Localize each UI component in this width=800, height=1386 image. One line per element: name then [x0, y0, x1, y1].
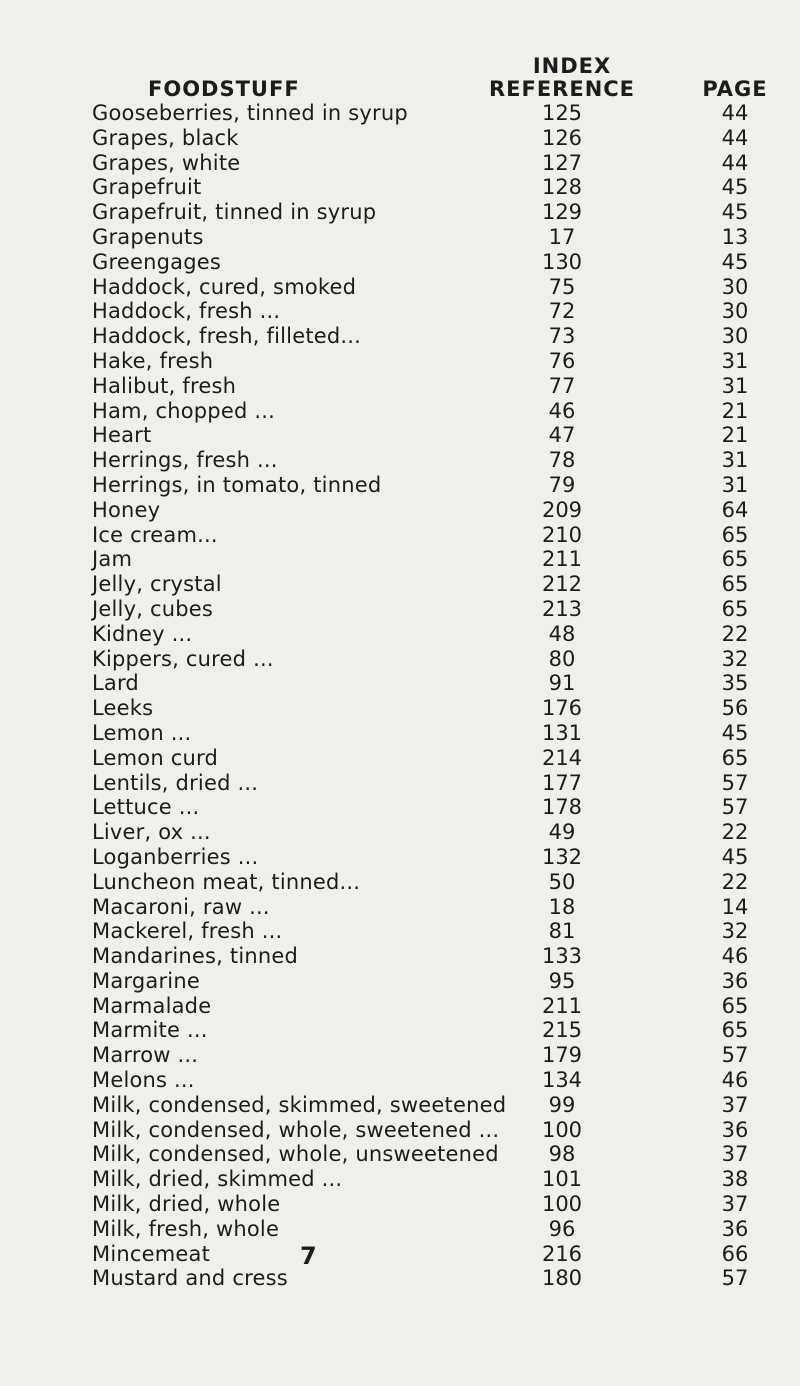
foodstuff-name: Mandarines, tinned	[92, 944, 299, 969]
reference-number: 180	[541, 1266, 583, 1291]
foodstuff-name: Marmite ...	[92, 1018, 208, 1043]
page-number-cell: 31	[721, 373, 749, 398]
foodstuff-name: Hake, fresh	[92, 348, 214, 373]
foodstuff-name: Marrow ...	[92, 1043, 199, 1068]
foodstuff-name: Grapefruit, tinned in syrup	[92, 200, 377, 225]
page-number-cell: 65	[721, 993, 749, 1018]
reference-number: 132	[541, 844, 583, 869]
reference-number: 126	[541, 125, 583, 150]
reference-number: 80	[548, 646, 576, 671]
foodstuff-name: Lemon ...	[92, 720, 192, 745]
reference-number: 211	[541, 547, 583, 572]
table-row	[0, 969, 800, 994]
page-number-cell: 14	[721, 894, 749, 919]
page-number-cell: 45	[721, 175, 749, 200]
reference-number: 134	[541, 1068, 583, 1093]
page-number-cell: 21	[721, 398, 749, 423]
page-number-cell: 65	[721, 547, 749, 572]
reference-number: 179	[541, 1043, 583, 1068]
reference-number: 100	[541, 1192, 583, 1217]
table-row	[0, 423, 800, 448]
table-row	[0, 1043, 800, 1068]
reference-number: 133	[541, 944, 583, 969]
page-number-cell: 57	[721, 770, 749, 795]
index-table	[0, 101, 800, 1291]
page-number-cell: 65	[721, 572, 749, 597]
page-number-cell: 21	[721, 423, 749, 448]
table-row	[0, 523, 800, 548]
foodstuff-name: Kidney ...	[92, 621, 193, 646]
table-row	[0, 1118, 800, 1143]
reference-number: 47	[548, 423, 576, 448]
table-row	[0, 547, 800, 572]
reference-number: 131	[541, 720, 583, 745]
table-row	[0, 151, 800, 176]
reference-number: 98	[548, 1142, 576, 1167]
reference-number: 128	[541, 175, 583, 200]
table-row	[0, 299, 800, 324]
reference-number: 214	[541, 745, 583, 770]
page-number-cell: 37	[721, 1142, 749, 1167]
page-number-cell: 37	[721, 1092, 749, 1117]
foodstuff-name: Milk, dried, skimmed ...	[92, 1167, 343, 1192]
page-number-cell: 38	[721, 1167, 749, 1192]
page-number-cell: 45	[721, 200, 749, 225]
foodstuff-name: Lentils, dried ...	[92, 770, 259, 795]
reference-number: 73	[548, 324, 576, 349]
table-row	[0, 275, 800, 300]
reference-number: 96	[548, 1216, 576, 1241]
table-row	[0, 200, 800, 225]
reference-number: 81	[548, 919, 576, 944]
reference-number: 99	[548, 1092, 576, 1117]
foodstuff-name: Mincemeat	[92, 1241, 211, 1266]
table-row	[0, 870, 800, 895]
page-number-cell: 30	[721, 299, 749, 324]
page-number-cell: 31	[721, 348, 749, 373]
table-row	[0, 647, 800, 672]
page-number-cell: 32	[721, 646, 749, 671]
page-number: 7	[300, 1242, 317, 1270]
page-number-cell: 46	[721, 1068, 749, 1093]
foodstuff-name: Luncheon meat, tinned...	[92, 869, 361, 894]
reference-number: 49	[548, 820, 576, 845]
foodstuff-name: Halibut, fresh	[92, 373, 237, 398]
foodstuff-name: Haddock, fresh, filleted...	[92, 324, 362, 349]
foodstuff-name: Leeks	[92, 696, 154, 721]
table-row	[0, 671, 800, 696]
table-row	[0, 622, 800, 647]
table-row	[0, 771, 800, 796]
foodstuff-name: Liver, ox ...	[92, 820, 211, 845]
page-number-cell: 45	[721, 249, 749, 274]
reference-number: 78	[548, 448, 576, 473]
foodstuff-name: Grapenuts	[92, 224, 204, 249]
page-number-cell: 22	[721, 820, 749, 845]
page-number-cell: 35	[721, 671, 749, 696]
table-row	[0, 721, 800, 746]
page-number-cell: 57	[721, 1266, 749, 1291]
table-row	[0, 994, 800, 1019]
table-row	[0, 919, 800, 944]
page-number-cell: 31	[721, 448, 749, 473]
table-row	[0, 1018, 800, 1043]
foodstuff-name: Heart	[92, 423, 152, 448]
reference-number: 215	[541, 1018, 583, 1043]
foodstuff-name: Jelly, cubes	[92, 596, 214, 621]
table-row	[0, 1167, 800, 1192]
table-row	[0, 101, 800, 126]
foodstuff-name: Jam	[92, 547, 133, 572]
reference-number: 48	[548, 621, 576, 646]
table-row	[0, 597, 800, 622]
page-number-cell: 64	[721, 497, 749, 522]
reference-number: 125	[541, 101, 583, 125]
table-row	[0, 448, 800, 473]
table-row	[0, 225, 800, 250]
table-row	[0, 349, 800, 374]
foodstuff-name: Haddock, cured, smoked	[92, 274, 357, 299]
reference-number: 91	[548, 671, 576, 696]
table-row	[0, 175, 800, 200]
index-heading: INDEX	[532, 54, 612, 78]
foodstuff-name: Milk, fresh, whole	[92, 1216, 280, 1241]
reference-number: 129	[541, 200, 583, 225]
reference-number: 17	[548, 224, 576, 249]
table-row	[0, 1217, 800, 1242]
foodstuff-name: Mackerel, fresh ...	[92, 919, 283, 944]
reference-number: 95	[548, 968, 576, 993]
foodstuff-name: Gooseberries, tinned in syrup	[92, 101, 408, 125]
foodstuff-name: Macaroni, raw ...	[92, 894, 270, 919]
table-row	[0, 1093, 800, 1118]
reference-number: 50	[548, 869, 576, 894]
page-number-cell: 32	[721, 919, 749, 944]
page-number-cell: 45	[721, 844, 749, 869]
reference-number: 130	[541, 249, 583, 274]
foodstuff-name: Greengages	[92, 249, 221, 274]
page-number-cell: 36	[721, 1216, 749, 1241]
foodstuff-name: Herrings, in tomato, tinned	[92, 472, 382, 497]
reference-number: 211	[541, 993, 583, 1018]
reference-column-header: REFERENCE	[488, 77, 636, 101]
table-row	[0, 820, 800, 845]
foodstuff-name: Ham, chopped ...	[92, 398, 275, 423]
table-row	[0, 572, 800, 597]
page-number-cell: 45	[721, 720, 749, 745]
table-row	[0, 473, 800, 498]
reference-number: 77	[548, 373, 576, 398]
page-number-cell: 22	[721, 869, 749, 894]
page-number-cell: 46	[721, 944, 749, 969]
foodstuff-column-header: FOODSTUFF	[148, 77, 300, 101]
reference-number: 209	[541, 497, 583, 522]
page-number-cell: 65	[721, 596, 749, 621]
foodstuff-name: Grapes, black	[92, 125, 239, 150]
table-row	[0, 126, 800, 151]
foodstuff-name: Kippers, cured ...	[92, 646, 274, 671]
foodstuff-name: Mustard and cress	[92, 1266, 288, 1291]
foodstuff-name: Loganberries ...	[92, 844, 259, 869]
foodstuff-name: Margarine	[92, 968, 200, 993]
foodstuff-name: Milk, condensed, whole, sweetened ...	[92, 1117, 500, 1142]
table-row	[0, 1266, 800, 1291]
table-row	[0, 845, 800, 870]
page-number-cell: 31	[721, 472, 749, 497]
reference-number: 79	[548, 472, 576, 497]
reference-number: 212	[541, 572, 583, 597]
foodstuff-name: Grapefruit	[92, 175, 202, 200]
table-row	[0, 1192, 800, 1217]
reference-number: 178	[541, 795, 583, 820]
table-row	[0, 374, 800, 399]
page-number-cell: 65	[721, 1018, 749, 1043]
foodstuff-name: Milk, condensed, skimmed, sweetened	[92, 1092, 507, 1117]
reference-number: 216	[541, 1241, 583, 1266]
table-row	[0, 895, 800, 920]
table-row	[0, 1068, 800, 1093]
foodstuff-name: Melons ...	[92, 1068, 195, 1093]
page-number-cell: 65	[721, 745, 749, 770]
reference-number: 210	[541, 522, 583, 547]
foodstuff-name: Haddock, fresh ...	[92, 299, 281, 324]
foodstuff-name: Milk, condensed, whole, unsweetened	[92, 1142, 499, 1167]
foodstuff-name: Herrings, fresh ...	[92, 448, 278, 473]
foodstuff-name: Marmalade	[92, 993, 212, 1018]
foodstuff-name: Jelly, crystal	[92, 572, 222, 597]
page-number-cell: 56	[721, 696, 749, 721]
page-number-cell: 36	[721, 968, 749, 993]
page-number-cell: 22	[721, 621, 749, 646]
reference-number: 46	[548, 398, 576, 423]
reference-number: 101	[541, 1167, 583, 1192]
page-number-cell: 66	[721, 1241, 749, 1266]
reference-number: 177	[541, 770, 583, 795]
page-number-cell: 44	[721, 125, 749, 150]
foodstuff-name: Ice cream...	[92, 522, 218, 547]
reference-number: 176	[541, 696, 583, 721]
foodstuff-name: Honey	[92, 497, 161, 522]
table-row	[0, 324, 800, 349]
foodstuff-name: Lemon curd	[92, 745, 218, 770]
page-number-cell: 57	[721, 795, 749, 820]
foodstuff-name: Grapes, white	[92, 150, 241, 175]
reference-number: 72	[548, 299, 576, 324]
table-row	[0, 944, 800, 969]
table-row	[0, 1241, 800, 1270]
page-number-cell: 37	[721, 1192, 749, 1217]
page-number-cell: 13	[721, 224, 749, 249]
table-row	[0, 498, 800, 523]
reference-number: 100	[541, 1117, 583, 1142]
page-number-cell: 57	[721, 1043, 749, 1068]
table-row	[0, 746, 800, 771]
page-number-cell: 36	[721, 1117, 749, 1142]
reference-number: 127	[541, 150, 583, 175]
foodstuff-name: Lard	[92, 671, 139, 696]
table-row	[0, 795, 800, 820]
table-row	[0, 696, 800, 721]
foodstuff-name: Milk, dried, whole	[92, 1192, 281, 1217]
page-number-cell: 44	[721, 150, 749, 175]
page-number-cell: 65	[721, 522, 749, 547]
foodstuff-name: Lettuce ...	[92, 795, 200, 820]
page-column-header: PAGE	[702, 77, 768, 101]
reference-number: 75	[548, 274, 576, 299]
reference-number: 18	[548, 894, 576, 919]
reference-number: 213	[541, 596, 583, 621]
reference-number: 76	[548, 348, 576, 373]
page-number-cell: 44	[721, 101, 749, 125]
page-number-cell: 30	[721, 274, 749, 299]
table-row	[0, 250, 800, 275]
page-number-cell: 30	[721, 324, 749, 349]
table-row	[0, 1142, 800, 1167]
table-row	[0, 399, 800, 424]
